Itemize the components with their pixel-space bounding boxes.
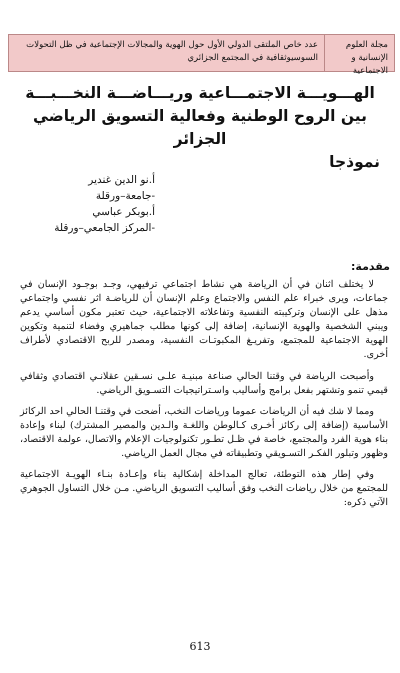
- journal-header: [8, 34, 395, 76]
- paragraph: ومما لا شك فيه أن الرياضات عموما ورياضات النخب، أضحت في وقتنـا الحالي احد الركائز الأساسية (إضافة إلى ركائز أخـرى كـالوطن واللغـة والـدين والمصير المشترك) لبناء وإعادة بناء هوية الفرد والمجتمع، خاصة في ظـل تطـور تكنولوجيات الإعلام والاتصال، عولمة الاقتصاد، وظهور وتبلور الفكـر التسـويقي وتطبيقاته في مجال العمل الرياضي.: [20, 405, 388, 460]
- page-number: 613: [189, 640, 211, 653]
- author-name: أ.نو الدين غندير: [88, 174, 155, 186]
- issue-description: عدد خاص الملتقى الدولي الأول حول الهوية والمجالات الإجتماعية في ظل التحولات السوسيوثقافية في المجتمع الجزائري: [9, 35, 324, 71]
- title-line-3: نموذجا: [329, 153, 380, 171]
- article-title: [20, 82, 380, 174]
- author-name: أ.بوبكر عباسي: [92, 206, 155, 218]
- title-line-1: الهـــويـــة الاجتمـــاعية وريـــاضـــة النخـــبـــة: [25, 84, 375, 102]
- title-line-2: بين الروح الوطنية وفعالية التسويق الرياضي الجزائر: [33, 107, 367, 148]
- paragraph: وأصبحت الرياضة في وقتنا الحالي صناعة مبنيـة علـى نسـقين عقلانـي اقتصادي وثقافي قيمي تنمو وتشتهر بفعل برامج وأساليب واسـتراتيجيات التسـويق الرياضي.: [20, 370, 388, 396]
- paragraph: وفي إطار هذه التوطئة، تعالج المداخلة إشكالية بناء وإعـادة بنـاء الهويـة الاجتماعية للمجتمع من خلال رياضات النخب وفق أساليب التسويق الرياضي. مـن خلال التساول الجوهري الآتي ذكره:: [20, 469, 388, 509]
- author-list: [5, 172, 155, 236]
- paragraph: لا يختلف اثنان في أن الرياضة هي نشاط اجتماعي ترفيهي، وجـد بوجـود الإنسان في جماعات، ويرى خبراء علم النفس والاجتماع وعلم الإنسان أن للرياضـة اثر نفسي واجتماعي مذهل على الإنسان وتركيبته النفسية وتفاعلاته الاجتماعية، حيث تعتبر مكون أساسي يدعم ويبني الشخصية والهوية الإنسانية، إضافة إلى كونها مطلب جماهيري وفضاء لتنمية وتكوين الهوية الاجتماعية للمجتمع، وتفريـغ المكبوتـات النفسية، ومصدر للربح الاقتصادي لأطراف أخرى.: [20, 279, 388, 361]
- author-affiliation: -المركز الجامعي–ورقلة: [54, 222, 155, 234]
- journal-name: مجلة العلوم الإنسانية و الاجتماعية: [324, 35, 394, 71]
- author-affiliation: -جامعة–ورقلة: [95, 190, 155, 202]
- section-heading: مقدمة:: [351, 260, 390, 273]
- article-body: [20, 278, 388, 517]
